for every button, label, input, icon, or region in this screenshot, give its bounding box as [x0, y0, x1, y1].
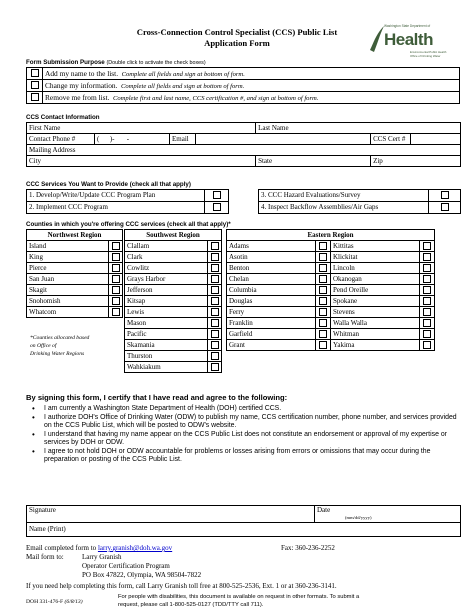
remove-name-row: Remove me from list. Complete first and last name, CCS certification #, and sign at bottom of form.	[43, 92, 460, 104]
county-checkbox[interactable]	[319, 286, 327, 294]
service-4-checkbox[interactable]	[441, 203, 449, 211]
service-4-label: 4. Inspect Backflow Assemblies/Air Gaps	[259, 202, 429, 214]
county-name: Clallam	[125, 241, 208, 252]
state-field[interactable]: State	[256, 156, 371, 167]
county-checkbox[interactable]	[319, 330, 327, 338]
signature-field[interactable]: Signature	[27, 506, 315, 523]
county-name: Columbia	[227, 285, 316, 296]
county-name: Garfield	[227, 329, 316, 340]
email-link[interactable]: larry.granish@doh.wa.gov	[97, 544, 173, 552]
certify-bullet: • I am currently a Washington State Department of Health (DOH) certified CCS.	[30, 405, 460, 413]
county-name: San Juan	[27, 274, 109, 285]
services-heading: CCC Services You Want to Provide (check all that apply)	[26, 181, 191, 188]
county-name: Whatcom	[27, 307, 109, 318]
email-field[interactable]	[196, 134, 371, 145]
county-checkbox[interactable]	[211, 264, 219, 272]
county-row	[27, 307, 123, 318]
form-title-line1: Cross-Connection Control Specialist (CCS) Public List	[136, 27, 338, 37]
county-row	[227, 252, 435, 263]
county-name: Grant	[227, 340, 316, 351]
county-name: Grays Harbor	[125, 274, 208, 285]
county-name: Pacific	[125, 329, 208, 340]
phone-field[interactable]: ( )- -	[95, 134, 170, 145]
county-name: Klickitat	[331, 252, 420, 263]
northwest-header: Northwest Region	[27, 230, 123, 241]
county-checkbox[interactable]	[112, 297, 120, 305]
county-checkbox[interactable]	[112, 275, 120, 283]
certify-list	[30, 405, 460, 465]
county-checkbox[interactable]	[211, 341, 219, 349]
add-name-row: Add my name to the list. Complete all fields and sign at bottom of form.	[43, 68, 460, 80]
county-checkbox[interactable]	[319, 319, 327, 327]
county-name: Whitman	[331, 329, 420, 340]
county-name: Snohomish	[27, 296, 109, 307]
county-checkbox[interactable]	[112, 308, 120, 316]
county-row	[27, 296, 123, 307]
counties-footnote: *Counties allocated based on Office of Drinking Water Regions	[30, 335, 90, 357]
county-checkbox[interactable]	[423, 242, 431, 250]
county-checkbox[interactable]	[423, 264, 431, 272]
eastern-header: Eastern Region	[227, 230, 435, 241]
form-title-line2: Application Form	[204, 38, 270, 48]
county-row	[227, 263, 435, 274]
county-name: Kittitas	[331, 241, 420, 252]
date-field[interactable]: Date (mm/dd/yyyy)	[315, 506, 461, 523]
certify-bullet: • I understand that having my name appear on the CCS Public List does not constitute an endorsement or approval of my expertise or services by DOH or ODW.	[30, 431, 460, 447]
county-row	[125, 252, 222, 263]
county-name: Pend Oreille	[331, 285, 420, 296]
county-row	[125, 362, 222, 373]
help-line: If you need help completing this form, call Larry Granish toll free at 800-525-2536, Ext. 1 or at 360-236-3141.	[26, 582, 337, 590]
first-name-field[interactable]: First Name	[27, 123, 256, 134]
county-row	[227, 307, 435, 318]
county-row	[125, 296, 222, 307]
county-checkbox[interactable]	[423, 319, 431, 327]
change-info-checkbox[interactable]	[31, 81, 39, 89]
county-row	[125, 318, 222, 329]
county-name: Clark	[125, 252, 208, 263]
county-checkbox[interactable]	[112, 242, 120, 250]
county-checkbox[interactable]	[319, 264, 327, 272]
services-table	[26, 189, 461, 214]
county-name: Adams	[227, 241, 316, 252]
county-name: Cowlitz	[125, 263, 208, 274]
county-name: Wahkiakum	[125, 362, 208, 373]
county-row	[125, 329, 222, 340]
mailing-address-field[interactable]: Mailing Address	[27, 145, 461, 156]
county-row	[227, 340, 435, 351]
county-row	[125, 241, 222, 252]
county-checkbox[interactable]	[319, 275, 327, 283]
county-row	[227, 318, 435, 329]
county-name: Pierce	[27, 263, 109, 274]
eastern-table	[226, 229, 435, 351]
county-checkbox[interactable]	[423, 275, 431, 283]
county-row	[27, 285, 123, 296]
zip-field[interactable]: Zip	[371, 156, 461, 167]
county-name: Douglas	[227, 296, 316, 307]
county-checkbox[interactable]	[211, 352, 219, 360]
mail-address: PO Box 47822, Olympia, WA 98504-7822	[82, 571, 202, 579]
city-field[interactable]: City	[27, 156, 256, 167]
county-checkbox[interactable]	[423, 286, 431, 294]
contact-table	[26, 122, 461, 167]
county-checkbox[interactable]	[211, 308, 219, 316]
county-row	[125, 285, 222, 296]
county-checkbox[interactable]	[211, 363, 219, 371]
county-checkbox[interactable]	[211, 297, 219, 305]
county-name: Skagit	[27, 285, 109, 296]
county-name: Thurston	[125, 351, 208, 362]
county-name: Yakima	[331, 340, 420, 351]
cert-label: CCS Cert #	[371, 134, 411, 145]
county-checkbox[interactable]	[211, 319, 219, 327]
county-row	[125, 307, 222, 318]
county-row	[227, 296, 435, 307]
certify-bullet: • I authorize DOH's Office of Drinking Water (ODW) to publish my name, CCS certification number, phone number, and services provided on the CCS Public List, which will be posted to ODW's website.	[30, 414, 460, 430]
county-name: Kitsap	[125, 296, 208, 307]
county-row	[125, 274, 222, 285]
county-checkbox[interactable]	[319, 341, 327, 349]
accessibility-note: For people with disabilities, this document is available on request in other formats. To submit a request, please call 1-800-525-0127 (TDD/TTY call 711).	[118, 594, 360, 608]
county-name: Ferry	[227, 307, 316, 318]
county-checkbox[interactable]	[211, 253, 219, 261]
county-name: Jefferson	[125, 285, 208, 296]
county-checkbox[interactable]	[319, 297, 327, 305]
service-3-label: 3. CCC Hazard Evaluations/Survey	[259, 190, 429, 202]
add-name-checkbox[interactable]	[31, 69, 39, 77]
county-checkbox[interactable]	[211, 275, 219, 283]
county-checkbox[interactable]	[112, 253, 120, 261]
name-print-field[interactable]: Name (Print)	[27, 523, 461, 537]
email-label: Email	[170, 134, 196, 145]
county-name: Island	[27, 241, 109, 252]
county-checkbox[interactable]	[211, 330, 219, 338]
submission-heading: Form Submission Purpose (Double click to activate the check boxes)	[26, 59, 206, 66]
county-checkbox[interactable]	[423, 297, 431, 305]
county-name: Walla Walla	[331, 318, 420, 329]
county-row	[27, 274, 123, 285]
county-row	[125, 351, 222, 362]
logo-tagline: Washington State Department of	[384, 24, 431, 28]
counties-heading: Counties in which you're offering CCC services (check all that apply)*	[26, 221, 231, 228]
county-name: Franklin	[227, 318, 316, 329]
county-name: Lewis	[125, 307, 208, 318]
service-1-checkbox[interactable]	[213, 191, 221, 199]
county-checkbox[interactable]	[423, 341, 431, 349]
county-checkbox[interactable]	[319, 308, 327, 316]
logo-wordmark: Health	[384, 30, 433, 49]
county-row	[27, 241, 123, 252]
logo-subline-1: Environmental Public Health	[410, 50, 447, 54]
county-name: Mason	[125, 318, 208, 329]
mail-program: Operator Certification Program	[82, 562, 170, 570]
county-checkbox[interactable]	[112, 286, 120, 294]
county-name: Lincoln	[331, 263, 420, 274]
county-checkbox[interactable]	[423, 253, 431, 261]
email-line: Email completed form to larry.granish@doh.wa.gov	[26, 544, 173, 552]
county-checkbox[interactable]	[423, 330, 431, 338]
last-name-field[interactable]: Last Name	[256, 123, 461, 134]
submission-table	[26, 67, 460, 104]
phone-label: Contact Phone #	[27, 134, 95, 145]
service-2-label: 2. Implement CCC Program	[27, 202, 205, 214]
county-name: Asotin	[227, 252, 316, 263]
county-row	[27, 263, 123, 274]
mail-label: Mail form to:	[26, 553, 64, 561]
county-checkbox[interactable]	[423, 308, 431, 316]
change-info-row: Change my information. Complete all fields and sign at bottom of form.	[43, 80, 460, 92]
county-name: King	[27, 252, 109, 263]
county-checkbox[interactable]	[112, 264, 120, 272]
county-row	[227, 241, 435, 252]
service-1-label: 1. Develop/Write/Update CCC Program Plan	[27, 190, 205, 202]
doh-logo	[368, 22, 458, 62]
county-row	[227, 274, 435, 285]
county-name: Chelan	[227, 274, 316, 285]
mail-name: Larry Granish	[82, 553, 122, 561]
county-row	[227, 285, 435, 296]
southwest-header: Southwest Region	[125, 230, 222, 241]
county-checkbox[interactable]	[319, 242, 327, 250]
county-name: Stevens	[331, 307, 420, 318]
county-name: Skamania	[125, 340, 208, 351]
county-checkbox[interactable]	[319, 253, 327, 261]
fax-line: Fax: 360-236-2252	[281, 544, 335, 552]
signature-table	[26, 505, 461, 537]
cert-field[interactable]	[411, 134, 461, 145]
county-checkbox[interactable]	[211, 242, 219, 250]
county-row	[125, 340, 222, 351]
date-format-hint: (mm/dd/yyyy)	[345, 515, 372, 520]
certify-heading: By signing this form, I certify that I have read and agree to the following:	[26, 393, 288, 402]
county-checkbox[interactable]	[211, 286, 219, 294]
county-name: Okanogan	[331, 274, 420, 285]
contact-heading: CCS Contact Information	[26, 114, 100, 121]
certify-bullet: • I agree to not hold DOH or ODW accountable for problems or losses arising from errors or omissions that may occur during the preparation or posting of the CCS Public List.	[30, 448, 460, 464]
southwest-table	[124, 229, 222, 373]
doc-id: DOH 331-476-F (6/8/13)	[26, 599, 83, 605]
county-name: Spokane	[331, 296, 420, 307]
county-row	[227, 329, 435, 340]
service-2-checkbox[interactable]	[213, 203, 221, 211]
service-3-checkbox[interactable]	[441, 191, 449, 199]
northwest-table	[26, 229, 123, 318]
county-row	[125, 263, 222, 274]
county-row	[27, 252, 123, 263]
county-name: Benton	[227, 263, 316, 274]
logo-subline-2: Office of Drinking Water	[410, 54, 441, 58]
remove-name-checkbox[interactable]	[31, 93, 39, 101]
